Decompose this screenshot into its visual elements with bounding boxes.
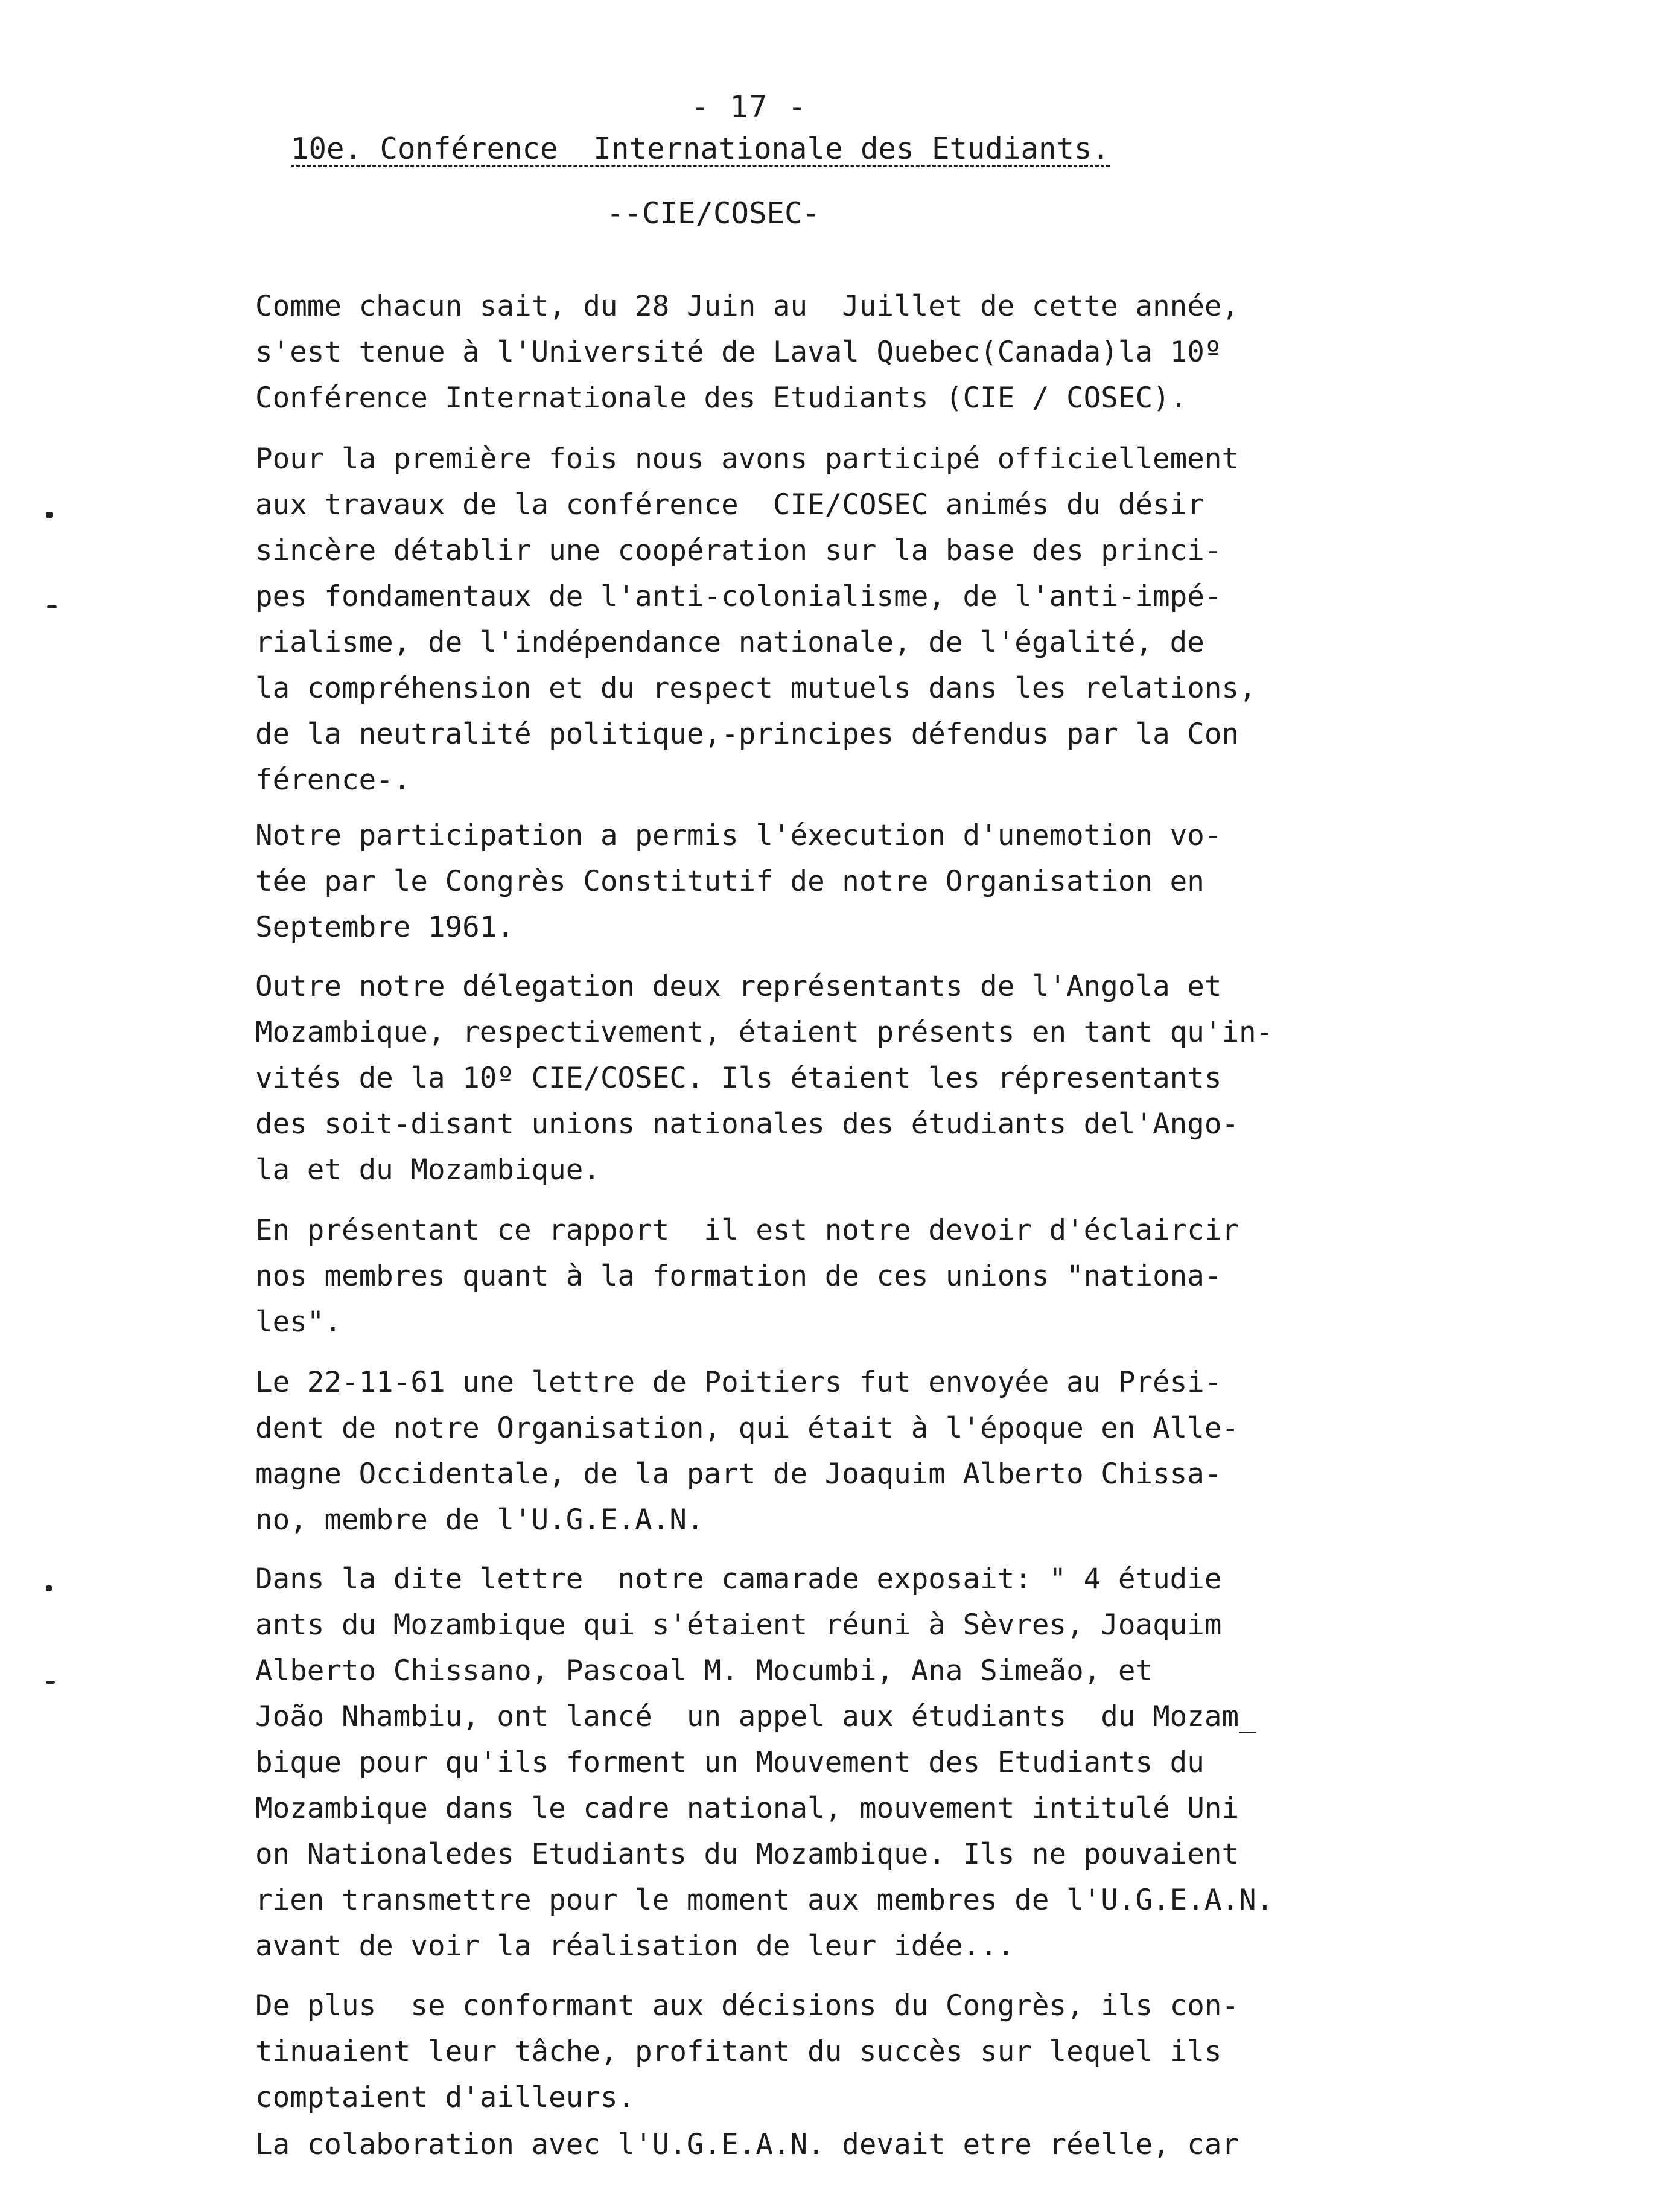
text-line: Dans la dite lettre notre camarade exposait: " 4 étudie bbox=[255, 1563, 1222, 1596]
text-line: nos membres quant à la formation de ces unions "nationa- bbox=[255, 1260, 1222, 1293]
text-line: bique pour qu'ils forment un Mouvement des Etudiants du bbox=[255, 1746, 1204, 1779]
text-line: Alberto Chissano, Pascoal M. Mocumbi, Ana Simeão, et bbox=[255, 1654, 1153, 1687]
text-line: sincère détablir une coopération sur la base des princi- bbox=[255, 534, 1222, 567]
text-line: En présentant ce rapport il est notre devoir d'éclaircir bbox=[255, 1214, 1239, 1247]
text-line: João Nhambiu, ont lancé un appel aux étudiants du Mozam_ bbox=[255, 1700, 1256, 1733]
paragraph bbox=[255, 964, 1273, 1193]
paragraph bbox=[255, 436, 1256, 803]
text-line: ants du Mozambique qui s'étaient réuni à Sèvres, Joaquim bbox=[255, 1608, 1222, 1642]
text-line: férence-. bbox=[255, 763, 411, 797]
paragraph bbox=[255, 1360, 1239, 1543]
text-line: la et du Mozambique. bbox=[255, 1153, 600, 1187]
text-line: pes fondamentaux de l'anti-colonialisme, de l'anti-impé- bbox=[255, 580, 1222, 613]
paragraph bbox=[255, 1556, 1273, 1969]
paragraph bbox=[255, 813, 1221, 951]
margin-mark bbox=[46, 1585, 52, 1591]
text-line: on Nationaledes Etudiants du Mozambique. Ils ne pouvaient bbox=[255, 1838, 1239, 1871]
margin-mark bbox=[46, 512, 53, 518]
text-line: Comme chacun sait, du 28 Juin au Juillet de cette année, bbox=[255, 290, 1239, 323]
text-line: tinuaient leur tâche, profitant du succès sur lequel ils bbox=[255, 2035, 1222, 2068]
document-title: 10e. Conférence Internationale des Etudiants. bbox=[291, 132, 1110, 166]
document-subtitle: --CIE/COSEC- bbox=[606, 196, 821, 231]
text-line: vités de la 10º CIE/COSEC. Ils étaient les répresentants bbox=[255, 1062, 1222, 1095]
text-line: De plus se conformant aux décisions du Congrès, ils con- bbox=[255, 1989, 1239, 2022]
text-line: Le 22-11-61 une lettre de Poitiers fut envoyée au Prési- bbox=[255, 1366, 1222, 1399]
margin-mark bbox=[46, 1681, 55, 1684]
text-line: la compréhension et du respect mutuels dans les relations, bbox=[255, 672, 1256, 705]
text-line: de la neutralité politique,-principes défendus par la Con bbox=[255, 718, 1239, 751]
text-line: rialisme, de l'indépendance nationale, de l'égalité, de bbox=[255, 626, 1204, 659]
text-line: comptaient d'ailleurs. bbox=[255, 2081, 635, 2114]
text-line: avant de voir la réalisation de leur idée... bbox=[255, 1929, 1015, 1963]
margin-mark bbox=[47, 605, 57, 608]
text-line: La colaboration avec l'U.G.E.A.N. devait etre réelle, car bbox=[255, 2128, 1239, 2161]
text-line: les". bbox=[255, 1305, 342, 1339]
paragraph bbox=[255, 1208, 1239, 1345]
text-line: Outre notre délegation deux représentants de l'Angola et bbox=[255, 970, 1222, 1003]
text-line: Mozambique dans le cadre national, mouvement intitulé Uni bbox=[255, 1792, 1239, 1825]
paragraph bbox=[255, 1983, 1239, 2121]
text-line: no, membre de l'U.G.E.A.N. bbox=[255, 1503, 704, 1537]
text-line: dent de notre Organisation, qui était à l'époque en Alle- bbox=[255, 1412, 1239, 1445]
text-line: Septembre 1961. bbox=[255, 911, 514, 944]
text-line: magne Occidentale, de la part de Joaquim Alberto Chissa- bbox=[255, 1458, 1222, 1491]
text-line: Notre participation a permis l'éxecution d'unemotion vo- bbox=[255, 819, 1222, 852]
text-line: tée par le Congrès Constitutif de notre Organisation en bbox=[255, 865, 1204, 898]
text-line: s'est tenue à l'Université de Laval Quebec(Canada)la 10º bbox=[255, 336, 1222, 369]
text-line: des soit-disant unions nationales des étudiants del'Ango- bbox=[255, 1107, 1239, 1141]
text-line: Mozambique, respectivement, étaient présents en tant qu'in- bbox=[255, 1016, 1274, 1049]
paragraph bbox=[255, 284, 1239, 421]
text-line: aux travaux de la conférence CIE/COSEC animés du désir bbox=[255, 488, 1204, 521]
text-line: Conférence Internationale des Etudiants (CIE / COSEC). bbox=[255, 381, 1188, 415]
page-number: - 17 - bbox=[691, 89, 807, 124]
text-line: Pour la première fois nous avons participé officiellement bbox=[255, 442, 1239, 476]
text-line: rien transmettre pour le moment aux membres de l'U.G.E.A.N. bbox=[255, 1884, 1274, 1917]
paragraph bbox=[255, 2122, 1239, 2168]
